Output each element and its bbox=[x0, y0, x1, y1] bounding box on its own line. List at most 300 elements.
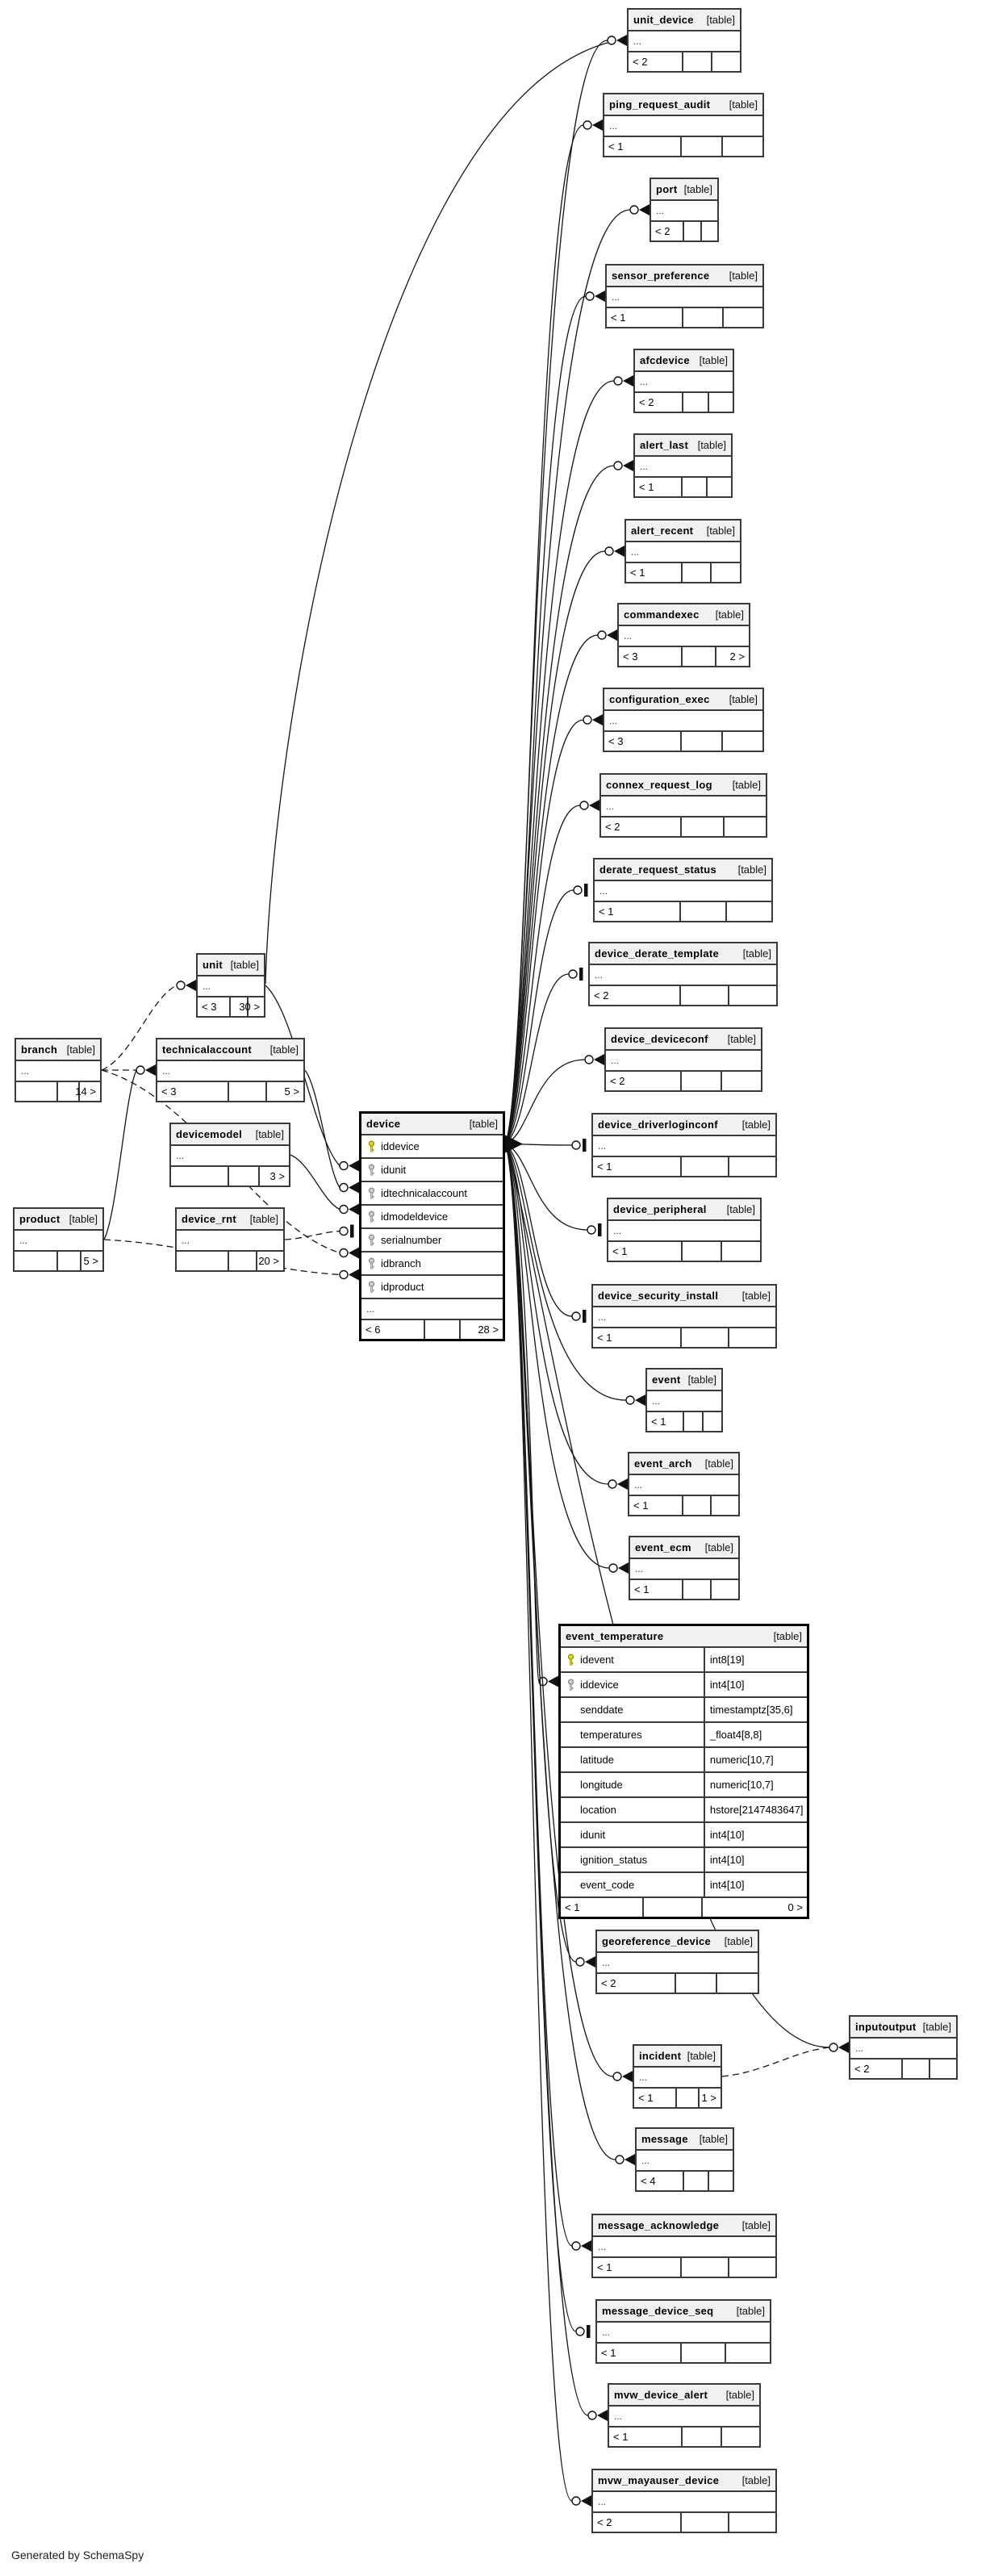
column-name: ignition_status bbox=[580, 1854, 648, 1866]
footer-parent-count: < 1 bbox=[612, 1245, 628, 1257]
footer-middle-cell bbox=[682, 308, 722, 327]
footer-parent-count: < 1 bbox=[597, 1160, 612, 1173]
table-title-row[interactable] bbox=[593, 1286, 775, 1307]
table-columns bbox=[593, 1307, 775, 1328]
table-footer bbox=[606, 1072, 761, 1090]
table-box-unit_device[interactable] bbox=[627, 8, 741, 73]
footer-middle-cell bbox=[901, 2060, 929, 2078]
table-box-mvw_mayauser_device[interactable] bbox=[591, 2469, 777, 2533]
column-row bbox=[561, 1698, 807, 1723]
table-title-row[interactable] bbox=[198, 955, 264, 976]
table-title-row[interactable] bbox=[601, 775, 766, 797]
footer-children-count bbox=[728, 2258, 775, 2277]
footer-children-count bbox=[728, 1328, 775, 1347]
table-footer bbox=[626, 563, 740, 582]
column-name: event_code bbox=[580, 1879, 635, 1891]
table-type-tag: [table] bbox=[230, 959, 259, 971]
table-box-afcdevice[interactable] bbox=[633, 349, 734, 413]
footer-children-count: 30 > bbox=[247, 997, 264, 1016]
footer-middle-cell bbox=[682, 52, 711, 71]
table-name: device_driverloginconf bbox=[598, 1119, 718, 1131]
foreign-key-icon bbox=[361, 1211, 381, 1223]
collapsed-columns-ellipsis: ... bbox=[177, 1231, 283, 1252]
table-footer bbox=[635, 393, 733, 412]
table-type-tag: [table] bbox=[706, 14, 735, 26]
table-columns bbox=[626, 542, 740, 563]
table-box-message_acknowledge[interactable] bbox=[591, 2214, 777, 2278]
table-title-row[interactable] bbox=[626, 521, 740, 542]
collapsed-columns-ellipsis: ... bbox=[16, 1061, 100, 1082]
footer-parent-count: < 2 bbox=[594, 989, 609, 1002]
table-type-tag: [table] bbox=[704, 1457, 733, 1470]
table-footer bbox=[16, 1082, 100, 1101]
table-footer bbox=[157, 1082, 303, 1101]
table-title-row[interactable] bbox=[177, 1209, 283, 1231]
relationship-edge bbox=[305, 1070, 340, 1188]
table-name: alert_last bbox=[640, 439, 689, 451]
footer-parent-count: < 1 bbox=[633, 1499, 649, 1512]
column-name-cell bbox=[361, 1229, 503, 1251]
footer-children-count bbox=[723, 818, 766, 836]
column-type: int8[19] bbox=[704, 1648, 807, 1671]
crow-foot-connector-icon bbox=[614, 460, 633, 471]
crow-foot-connector-icon bbox=[583, 119, 603, 131]
column-name: idbranch bbox=[381, 1257, 421, 1269]
table-name: device_deviceconf bbox=[611, 1033, 708, 1045]
table-title-row[interactable] bbox=[597, 1931, 758, 1953]
footer-middle-cell bbox=[675, 1974, 716, 1993]
table-box-alert_last[interactable] bbox=[633, 433, 733, 498]
footer-children-count: 5 > bbox=[80, 1252, 102, 1270]
table-columns bbox=[157, 1061, 303, 1082]
table-title-row[interactable] bbox=[15, 1209, 102, 1231]
table-box-port[interactable] bbox=[650, 178, 719, 242]
table-type-tag: [table] bbox=[699, 354, 728, 366]
collapsed-columns-ellipsis: ... bbox=[590, 965, 776, 986]
table-name: event bbox=[652, 1374, 681, 1386]
footer-parent-count: < 3 bbox=[161, 1085, 177, 1098]
table-type-tag: [table] bbox=[706, 525, 735, 537]
footer-parent-count bbox=[16, 1082, 56, 1101]
footer-middle-cell bbox=[228, 1252, 255, 1270]
footer-parent-count: < 1 bbox=[597, 1332, 612, 1344]
crow-foot-connector-icon bbox=[177, 980, 196, 991]
table-box-device[interactable] bbox=[359, 1111, 505, 1341]
table-title-row[interactable] bbox=[593, 2215, 775, 2237]
footer-children-count bbox=[722, 308, 762, 327]
column-name-cell bbox=[361, 1159, 503, 1181]
footer-children-count bbox=[721, 2428, 759, 2446]
table-box-inputoutput[interactable] bbox=[849, 2015, 958, 2080]
table-type-tag: [table] bbox=[704, 1541, 733, 1554]
table-columns bbox=[637, 2151, 733, 2172]
table-columns bbox=[647, 1391, 721, 1412]
table-title-row[interactable] bbox=[561, 1626, 807, 1648]
table-title-row[interactable] bbox=[634, 2046, 721, 2068]
column-name: serialnumber bbox=[381, 1234, 442, 1246]
collapsed-columns-ellipsis: ... bbox=[634, 2068, 721, 2089]
table-title-row[interactable] bbox=[619, 604, 749, 626]
table-title-row[interactable] bbox=[637, 2129, 733, 2151]
table-title-row[interactable] bbox=[629, 1453, 738, 1475]
column-name: temperatures bbox=[580, 1729, 642, 1741]
table-columns bbox=[561, 1648, 807, 1898]
footer-parent-count: < 2 bbox=[605, 821, 620, 833]
table-name: product bbox=[19, 1213, 61, 1225]
table-box-technicalaccount[interactable] bbox=[156, 1038, 305, 1102]
table-footer bbox=[607, 308, 762, 327]
table-type-tag: [table] bbox=[741, 2474, 771, 2486]
footer-parent-count: < 1 bbox=[565, 1901, 580, 1913]
table-columns bbox=[601, 797, 766, 818]
table-footer bbox=[850, 2060, 956, 2078]
table-title-row[interactable] bbox=[604, 94, 762, 116]
relationship-edge bbox=[104, 1070, 136, 1240]
table-title-row[interactable] bbox=[593, 2470, 775, 2492]
footer-children-count bbox=[728, 986, 776, 1005]
footer-middle-cell bbox=[681, 478, 706, 496]
crow-foot-connector-icon bbox=[614, 375, 633, 387]
table-title-row[interactable] bbox=[630, 1537, 738, 1559]
table-box-derate_request_status[interactable] bbox=[593, 858, 773, 922]
collapsed-columns-ellipsis: ... bbox=[630, 1559, 738, 1580]
table-type-tag: [table] bbox=[269, 1043, 299, 1056]
table-title-row[interactable] bbox=[635, 435, 731, 457]
table-columns bbox=[607, 287, 762, 308]
column-row bbox=[561, 1673, 807, 1698]
table-box-product[interactable] bbox=[13, 1207, 104, 1272]
footer-parent-count: < 3 bbox=[202, 1001, 217, 1013]
crow-foot-connector-icon bbox=[583, 714, 603, 726]
table-box-georeference_device[interactable] bbox=[595, 1930, 759, 1994]
table-box-device_derate_template[interactable] bbox=[588, 942, 778, 1006]
foreign-key-icon bbox=[561, 1679, 580, 1692]
table-box-message[interactable] bbox=[635, 2127, 734, 2192]
table-box-alert_recent[interactable] bbox=[624, 519, 741, 583]
table-type-tag: [table] bbox=[715, 608, 744, 621]
table-footer bbox=[635, 478, 731, 496]
table-title-row[interactable] bbox=[590, 943, 776, 965]
table-box-event_ecm[interactable] bbox=[629, 1536, 740, 1600]
table-name: derate_request_status bbox=[599, 864, 717, 876]
table-type-tag: [table] bbox=[697, 439, 726, 451]
table-title-row[interactable] bbox=[171, 1124, 289, 1146]
table-footer bbox=[619, 647, 749, 666]
table-title-row[interactable] bbox=[651, 179, 717, 201]
collapsed-columns-ellipsis: ... bbox=[593, 2492, 775, 2513]
table-title-row[interactable] bbox=[606, 1029, 761, 1051]
footer-middle-cell bbox=[680, 818, 723, 836]
crow-foot-connector-icon bbox=[616, 2154, 635, 2165]
footer-middle-cell bbox=[424, 1320, 459, 1339]
footer-children-count bbox=[721, 1242, 760, 1261]
table-columns bbox=[604, 711, 762, 732]
footer-parent-count: < 1 bbox=[597, 2261, 612, 2273]
table-footer bbox=[593, 2258, 775, 2277]
table-footer bbox=[608, 1242, 760, 1261]
column-row bbox=[361, 1229, 503, 1252]
footer-middle-cell bbox=[683, 1412, 702, 1431]
collapsed-columns-ellipsis: ... bbox=[626, 542, 740, 563]
table-title-row[interactable] bbox=[608, 1199, 760, 1221]
crow-foot-connector-icon bbox=[136, 1064, 156, 1076]
table-box-event_temperature[interactable] bbox=[558, 1624, 809, 1919]
column-type: numeric[10,7] bbox=[704, 1773, 807, 1796]
footer-children-count bbox=[710, 1496, 738, 1515]
one-connector-icon bbox=[569, 968, 583, 981]
footer-middle-cell bbox=[682, 1496, 710, 1515]
column-name: latitude bbox=[580, 1754, 614, 1766]
table-columns bbox=[635, 372, 733, 393]
footer-parent-count: < 2 bbox=[601, 1977, 616, 1989]
footer-children-count bbox=[716, 1974, 758, 1993]
footer-parent-count: < 6 bbox=[366, 1324, 381, 1336]
table-name: event_temperature bbox=[566, 1630, 664, 1642]
collapsed-columns-ellipsis: ... bbox=[171, 1146, 289, 1167]
table-name: event_arch bbox=[634, 1457, 692, 1470]
footer-middle-cell bbox=[642, 1898, 701, 1917]
table-name: unit_device bbox=[633, 14, 694, 26]
table-type-tag: [table] bbox=[699, 2133, 728, 2145]
footer-middle-cell bbox=[682, 393, 707, 412]
table-footer bbox=[595, 902, 771, 921]
footer-middle-cell bbox=[680, 732, 721, 751]
footer-children-count bbox=[700, 222, 717, 240]
table-name: event_ecm bbox=[635, 1541, 691, 1554]
footer-parent-count: < 1 bbox=[601, 2347, 616, 2359]
collapsed-columns-ellipsis: ... bbox=[651, 201, 717, 222]
table-box-sensor_preference[interactable] bbox=[605, 264, 764, 328]
footer-parent-count: < 1 bbox=[651, 1416, 666, 1428]
table-footer bbox=[629, 52, 740, 71]
footer-parent-count bbox=[15, 1252, 56, 1270]
table-box-devicemodel[interactable] bbox=[169, 1123, 290, 1187]
table-box-device_security_install[interactable] bbox=[591, 1284, 777, 1349]
table-columns bbox=[16, 1061, 100, 1082]
collapsed-columns-ellipsis: ... bbox=[593, 1136, 775, 1157]
table-footer bbox=[609, 2428, 759, 2446]
one-connector-icon bbox=[572, 1139, 587, 1152]
table-footer bbox=[593, 2513, 775, 2532]
column-type: numeric[10,7] bbox=[704, 1748, 807, 1771]
table-columns bbox=[630, 1559, 738, 1580]
footer-children-count bbox=[728, 2513, 775, 2532]
table-box-device_peripheral[interactable] bbox=[607, 1198, 762, 1262]
table-type-tag: [table] bbox=[255, 1128, 284, 1140]
table-type-tag: [table] bbox=[729, 270, 758, 282]
footer-middle-cell bbox=[228, 1082, 265, 1101]
footer-parent-count: < 2 bbox=[610, 1075, 625, 1087]
table-title-row[interactable] bbox=[361, 1114, 503, 1135]
collapsed-columns-ellipsis: ... bbox=[157, 1061, 303, 1082]
table-box-incident[interactable] bbox=[633, 2044, 722, 2109]
footer-children-count: 28 > bbox=[459, 1320, 503, 1339]
footer-parent-count: < 2 bbox=[655, 225, 670, 237]
table-title-row[interactable] bbox=[635, 350, 733, 372]
column-type: timestamptz[35,6] bbox=[704, 1698, 807, 1721]
table-box-ping_request_audit[interactable] bbox=[603, 93, 764, 157]
crow-foot-connector-icon bbox=[340, 1269, 359, 1281]
table-type-tag: [table] bbox=[66, 1043, 95, 1056]
column-row bbox=[561, 1848, 807, 1873]
table-columns bbox=[634, 2068, 721, 2089]
relationship-edge bbox=[722, 2047, 829, 2076]
crow-foot-connector-icon bbox=[609, 1562, 629, 1574]
table-title-row[interactable] bbox=[593, 1114, 775, 1136]
table-type-tag: [table] bbox=[741, 1290, 771, 1302]
table-footer bbox=[198, 997, 264, 1016]
footer-middle-cell bbox=[680, 1328, 728, 1347]
footer-parent-count bbox=[171, 1167, 228, 1186]
table-footer bbox=[604, 137, 762, 156]
crow-foot-connector-icon bbox=[576, 1956, 595, 1968]
footer-children-count bbox=[708, 2172, 733, 2190]
footer-children-count bbox=[721, 137, 762, 156]
table-box-event[interactable] bbox=[645, 1368, 723, 1432]
column-row bbox=[361, 1206, 503, 1229]
footer-parent-count: < 1 bbox=[611, 312, 626, 324]
collapsed-columns-ellipsis: ... bbox=[608, 1221, 760, 1242]
table-title-row[interactable] bbox=[629, 10, 740, 31]
table-box-device_deviceconf[interactable] bbox=[604, 1027, 762, 1092]
table-type-tag: [table] bbox=[742, 947, 771, 960]
collapsed-columns-ellipsis: ... bbox=[629, 31, 740, 52]
table-type-tag: [table] bbox=[725, 2389, 754, 2401]
crow-foot-connector-icon bbox=[340, 1204, 359, 1215]
table-title-row[interactable] bbox=[595, 859, 771, 881]
one-connector-icon bbox=[574, 884, 588, 897]
table-box-event_arch[interactable] bbox=[628, 1452, 740, 1516]
table-columns bbox=[593, 1136, 775, 1157]
table-columns bbox=[593, 2492, 775, 2513]
table-title-row[interactable] bbox=[157, 1039, 303, 1061]
relationship-edge bbox=[285, 1232, 340, 1240]
footer-children-count: 14 > bbox=[78, 1082, 100, 1101]
table-columns bbox=[597, 1953, 758, 1974]
table-box-message_device_seq[interactable] bbox=[595, 2299, 771, 2364]
table-columns bbox=[177, 1231, 283, 1252]
footer-middle-cell bbox=[681, 2428, 720, 2446]
table-title-row[interactable] bbox=[597, 2301, 770, 2323]
footer-children-count bbox=[725, 2344, 770, 2362]
footer-middle-cell bbox=[675, 2089, 698, 2107]
footer-middle-cell bbox=[681, 563, 711, 582]
footer-parent-count: < 4 bbox=[641, 2175, 656, 2187]
footer-parent-count: < 1 bbox=[630, 567, 645, 579]
foreign-key-icon bbox=[361, 1281, 381, 1294]
table-box-commandexec[interactable] bbox=[617, 603, 750, 667]
collapsed-columns-ellipsis: ... bbox=[597, 2323, 770, 2344]
table-box-configuration_exec[interactable] bbox=[603, 688, 764, 752]
column-name: idproduct bbox=[381, 1281, 424, 1293]
collapsed-columns-ellipsis: ... bbox=[595, 881, 771, 902]
table-type-tag: [table] bbox=[741, 2219, 771, 2231]
table-name: port bbox=[656, 183, 678, 195]
table-columns bbox=[635, 457, 731, 478]
table-box-branch[interactable] bbox=[15, 1038, 102, 1102]
table-columns bbox=[590, 965, 776, 986]
collapsed-columns-ellipsis: ... bbox=[635, 457, 731, 478]
table-box-device_rnt[interactable] bbox=[175, 1207, 285, 1272]
table-type-tag: [table] bbox=[729, 693, 758, 705]
crow-foot-connector-icon bbox=[340, 1160, 359, 1172]
table-columns bbox=[604, 116, 762, 137]
table-name: message bbox=[641, 2133, 688, 2145]
footer-parent-count: < 1 bbox=[638, 2092, 654, 2104]
column-name-cell bbox=[561, 1748, 704, 1771]
primary-key-icon bbox=[361, 1140, 381, 1153]
collapsed-columns-ellipsis: ... bbox=[629, 1475, 738, 1496]
crow-foot-connector-icon bbox=[608, 35, 627, 46]
table-columns bbox=[198, 976, 264, 997]
table-title-row[interactable] bbox=[850, 2017, 956, 2039]
collapsed-columns-ellipsis: ... bbox=[604, 116, 762, 137]
footer-children-count bbox=[721, 732, 762, 751]
table-footer bbox=[177, 1252, 283, 1270]
table-footer bbox=[593, 1157, 775, 1176]
table-name: alert_recent bbox=[631, 525, 694, 537]
footer-parent-count: < 1 bbox=[634, 1583, 650, 1595]
table-box-device_driverloginconf[interactable] bbox=[591, 1113, 777, 1177]
collapsed-columns-ellipsis: ... bbox=[647, 1391, 721, 1412]
primary-key-icon bbox=[561, 1654, 580, 1666]
table-columns bbox=[629, 31, 740, 52]
table-footer bbox=[601, 818, 766, 836]
footer-children-count: 20 > bbox=[256, 1252, 283, 1270]
collapsed-columns-ellipsis: ... bbox=[198, 976, 264, 997]
footer-middle-cell bbox=[680, 2513, 728, 2532]
footer-parent-count: < 1 bbox=[613, 2431, 629, 2443]
footer-children-count: 1 > bbox=[698, 2089, 721, 2107]
table-title-row[interactable] bbox=[647, 1370, 721, 1391]
table-box-mvw_device_alert[interactable] bbox=[608, 2383, 761, 2448]
column-name: idunit bbox=[580, 1829, 606, 1841]
table-title-row[interactable] bbox=[607, 266, 762, 287]
column-name-cell bbox=[361, 1135, 503, 1157]
table-title-row[interactable] bbox=[604, 689, 762, 711]
column-row bbox=[561, 1823, 807, 1848]
footer-middle-cell bbox=[681, 1242, 721, 1261]
table-columns bbox=[595, 881, 771, 902]
footer-children-count: 5 > bbox=[265, 1082, 303, 1101]
generator-credit: Generated by SchemaSpy bbox=[11, 2549, 144, 2561]
collapsed-columns-ellipsis: ... bbox=[637, 2151, 733, 2172]
foreign-key-icon bbox=[361, 1187, 381, 1200]
table-footer bbox=[590, 986, 776, 1005]
collapsed-columns-ellipsis: ... bbox=[15, 1231, 102, 1252]
column-name: iddevice bbox=[381, 1140, 420, 1152]
footer-children-count bbox=[721, 1072, 761, 1090]
table-box-connex_request_log[interactable] bbox=[599, 773, 767, 838]
footer-children-count bbox=[711, 52, 740, 71]
table-box-unit[interactable] bbox=[196, 953, 265, 1018]
table-type-tag: [table] bbox=[729, 98, 758, 111]
column-type: int4[10] bbox=[704, 1873, 807, 1896]
column-name-cell bbox=[561, 1848, 704, 1871]
collapsed-columns-ellipsis: ... bbox=[606, 1051, 761, 1072]
foreign-key-icon bbox=[361, 1164, 381, 1177]
table-type-tag: [table] bbox=[469, 1118, 498, 1130]
column-name: longitude bbox=[580, 1779, 623, 1791]
footer-parent-count: < 1 bbox=[599, 905, 614, 918]
table-footer bbox=[171, 1167, 289, 1186]
table-title-row[interactable] bbox=[16, 1039, 100, 1061]
column-name-cell bbox=[561, 1823, 704, 1846]
table-name: sensor_preference bbox=[612, 270, 710, 282]
table-columns bbox=[15, 1231, 102, 1252]
footer-children-count bbox=[702, 1412, 721, 1431]
table-title-row[interactable] bbox=[609, 2385, 759, 2407]
